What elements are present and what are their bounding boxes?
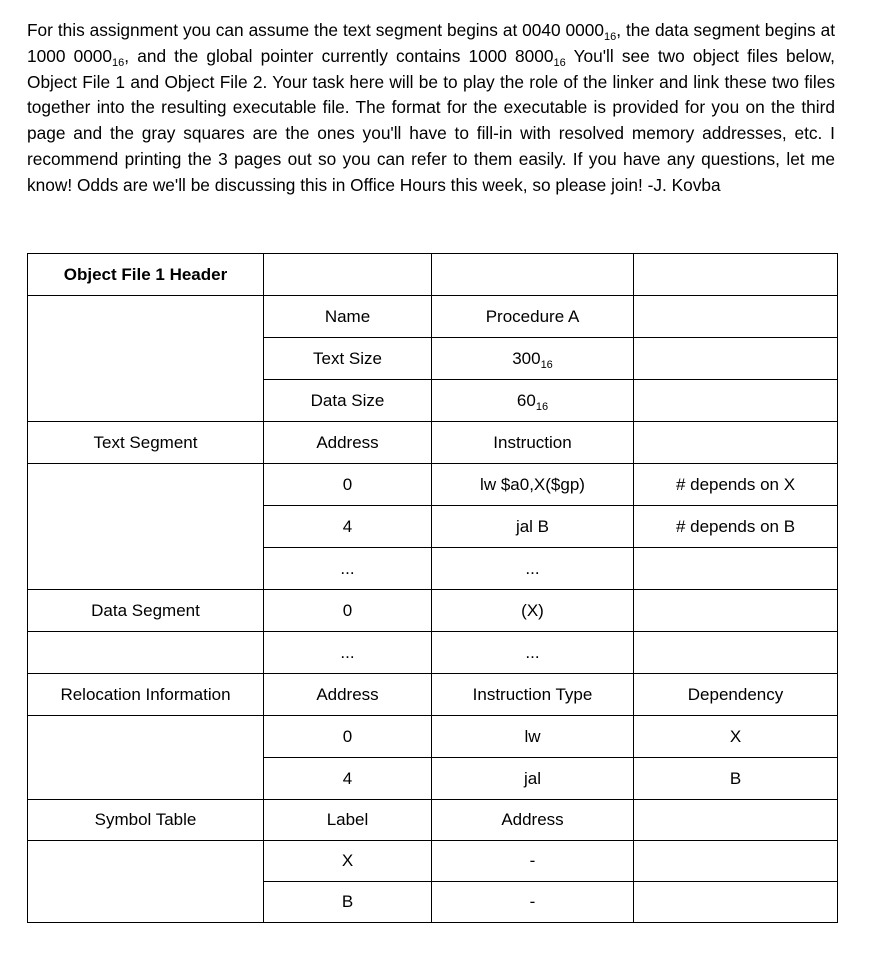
- data-size-value: $60_{16}$: [432, 380, 634, 422]
- symbol-row: [28, 841, 838, 882]
- symbol-address-cell: -: [432, 841, 634, 882]
- header-row: [28, 254, 838, 296]
- object-file-1-table: [27, 253, 838, 923]
- data-size-label: Data Size: [264, 380, 432, 422]
- column-header-address: Address: [264, 422, 432, 464]
- object-file-header: Object File 1 Header: [28, 254, 264, 296]
- symbol-table-label: Symbol Table: [28, 800, 264, 841]
- address-cell: ...: [264, 548, 432, 590]
- address-cell: 0: [264, 716, 432, 758]
- column-header-address: Address: [432, 800, 634, 841]
- name-label: Name: [264, 296, 432, 338]
- address-cell: 0: [264, 590, 432, 632]
- name-value: Procedure A: [432, 296, 634, 338]
- comment-cell: # depends on X: [634, 464, 838, 506]
- text-segment-header-row: [28, 422, 838, 464]
- instruction-cell: jal B: [432, 506, 634, 548]
- instruction-cell: ...: [432, 548, 634, 590]
- instruction-cell: lw $a0,X($gp): [432, 464, 634, 506]
- data-segment-row: [28, 590, 838, 632]
- data-segment-label: Data Segment: [28, 590, 264, 632]
- text-segment-label: Text Segment: [28, 422, 264, 464]
- column-header-instruction: Instruction: [432, 422, 634, 464]
- relocation-label: Relocation Information: [28, 674, 264, 716]
- column-header-address: Address: [264, 674, 432, 716]
- assignment-instructions: For this assignment you can assume the text segment begins at 0040 $0000_{16}$, the data segment begins at 1000 $0000_{16}$, and the global pointer currently contains 1000 $8000_{16}$ You'll see two object files below, Object File 1 and Object File 2. Your task here will be to play the role of the linker and link these two files together into the resulting executable file. The format for the executable is provided for you on the third page and the gray squares are the ones you'll have to fill-in with resolved memory addresses, etc. I recommend printing the 3 pages out so you can refer to them easily. If you have any questions, let me know! Odds are we'll be discussing this in Office Hours this week, so please join! -J. Kovba: [27, 20, 835, 195]
- column-header-label: Label: [264, 800, 432, 841]
- data-value-cell: (X): [432, 590, 634, 632]
- relocation-header-row: [28, 674, 838, 716]
- dependency-cell: B: [634, 758, 838, 800]
- data-segment-row: [28, 632, 838, 674]
- instruction-type-cell: jal: [432, 758, 634, 800]
- name-row: [28, 296, 838, 338]
- text-segment-row: [28, 464, 838, 506]
- symbol-label-cell: X: [264, 841, 432, 882]
- relocation-row: [28, 716, 838, 758]
- address-cell: 0: [264, 464, 432, 506]
- address-cell: ...: [264, 632, 432, 674]
- comment-cell: # depends on B: [634, 506, 838, 548]
- column-header-dependency: Dependency: [634, 674, 838, 716]
- symbol-table-header-row: [28, 800, 838, 841]
- data-value-cell: ...: [432, 632, 634, 674]
- text-size-value: $300_{16}$: [432, 338, 634, 380]
- symbol-address-cell: -: [432, 882, 634, 923]
- address-cell: 4: [264, 506, 432, 548]
- address-cell: 4: [264, 758, 432, 800]
- instruction-type-cell: lw: [432, 716, 634, 758]
- text-size-label: Text Size: [264, 338, 432, 380]
- symbol-label-cell: B: [264, 882, 432, 923]
- comment-cell: [634, 548, 838, 590]
- dependency-cell: X: [634, 716, 838, 758]
- column-header-instruction-type: Instruction Type: [432, 674, 634, 716]
